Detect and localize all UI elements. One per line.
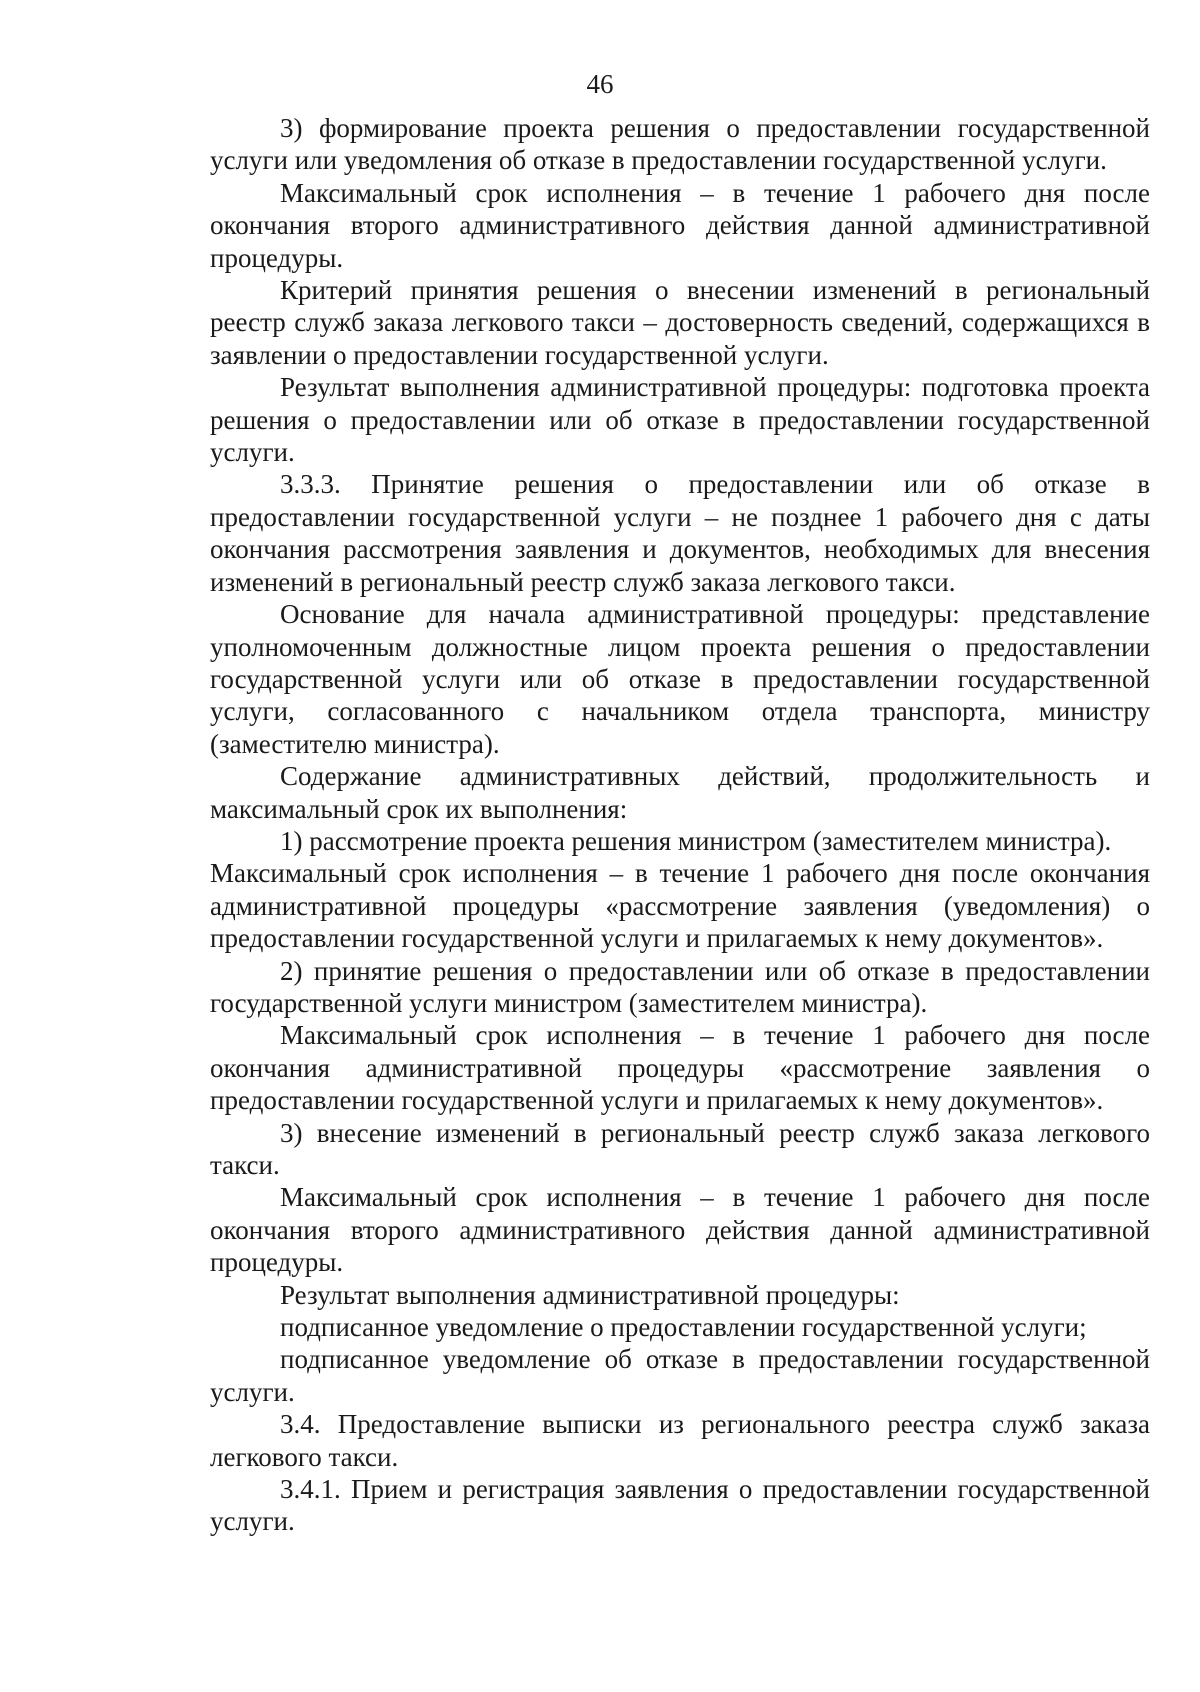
paragraph: 3.4. Предоставление выписки из регионального реестра служб заказа легкового такси. [210, 1409, 1150, 1472]
paragraph: подписанное уведомление о предоставлении государственной услуги; [280, 1312, 1087, 1343]
paragraph: 3.4.1. Прием и регистрация заявления о предоставлении государственной услуги. [210, 1474, 1150, 1537]
document-body [210, 112, 1150, 1538]
paragraph: 2) принятие решения о предоставлении или об отказе в предоставлении государственной услуги министром (заместителем министра). [210, 955, 1150, 1018]
paragraph: 3.3.3. Принятие решения о предоставлении или об отказе в предоставлении государственной услуги – не позднее 1 рабочего дня с даты окончания рассмотрения заявления и документов, необходимых для внесения изменений в региональный реестр служб заказа легкового такси. [210, 469, 1150, 597]
paragraph: Максимальный срок исполнения – в течение 1 рабочего дня после окончания административной процедуры «рассмотрение заявления о предоставлении государственной услуги и прилагаемых к нему документов». [210, 1020, 1150, 1116]
paragraph: 3) формирование проекта решения о предоставлении государственной услуги или уведомления об отказе в предоставлении государственной услуги. [210, 113, 1150, 176]
paragraph: Основание для начала административной процедуры: представление уполномоченным должностные лицом проекта решения о предоставлении государственной услуги или об отказе в предоставлении государственной услуги, согласованного с начальником отдела транспорта, министру (заместителю министра). [210, 599, 1150, 759]
paragraph: Максимальный срок исполнения – в течение 1 рабочего дня после окончания второго административного действия данной административной процедуры. [210, 177, 1150, 273]
page-number: 46 [586, 69, 614, 99]
paragraph: Результат выполнения административной процедуры: [280, 1279, 900, 1310]
paragraph: подписанное уведомление об отказе в предоставлении государственной услуги. [210, 1344, 1150, 1407]
paragraph: Максимальный срок исполнения – в течение 1 рабочего дня после окончания второго административного действия данной административной процедуры. [210, 1182, 1150, 1278]
paragraph: 3) внесение изменений в региональный реестр служб заказа легкового такси. [210, 1117, 1150, 1180]
paragraph: Результат выполнения административной процедуры: подготовка проекта решения о предоставлении или об отказе в предоставлении государственной услуги. [210, 372, 1150, 468]
paragraph: Критерий принятия решения о внесении изменений в региональный реестр служб заказа легкового такси – достоверность сведений, содержащихся в заявлении о предоставлении государственной услуги. [210, 275, 1150, 370]
paragraph: 1) рассмотрение проекта решения министром (заместителем министра). [280, 825, 1112, 856]
paragraph: Максимальный срок исполнения – в течение 1 рабочего дня после окончания административной процедуры «рассмотрение заявления (уведомления) о предоставлении государственной услуги и прилагаемых к нему документов». [210, 858, 1150, 954]
paragraph: Содержание административных действий, продолжительность и максимальный срок их выполнения: [210, 761, 1150, 824]
